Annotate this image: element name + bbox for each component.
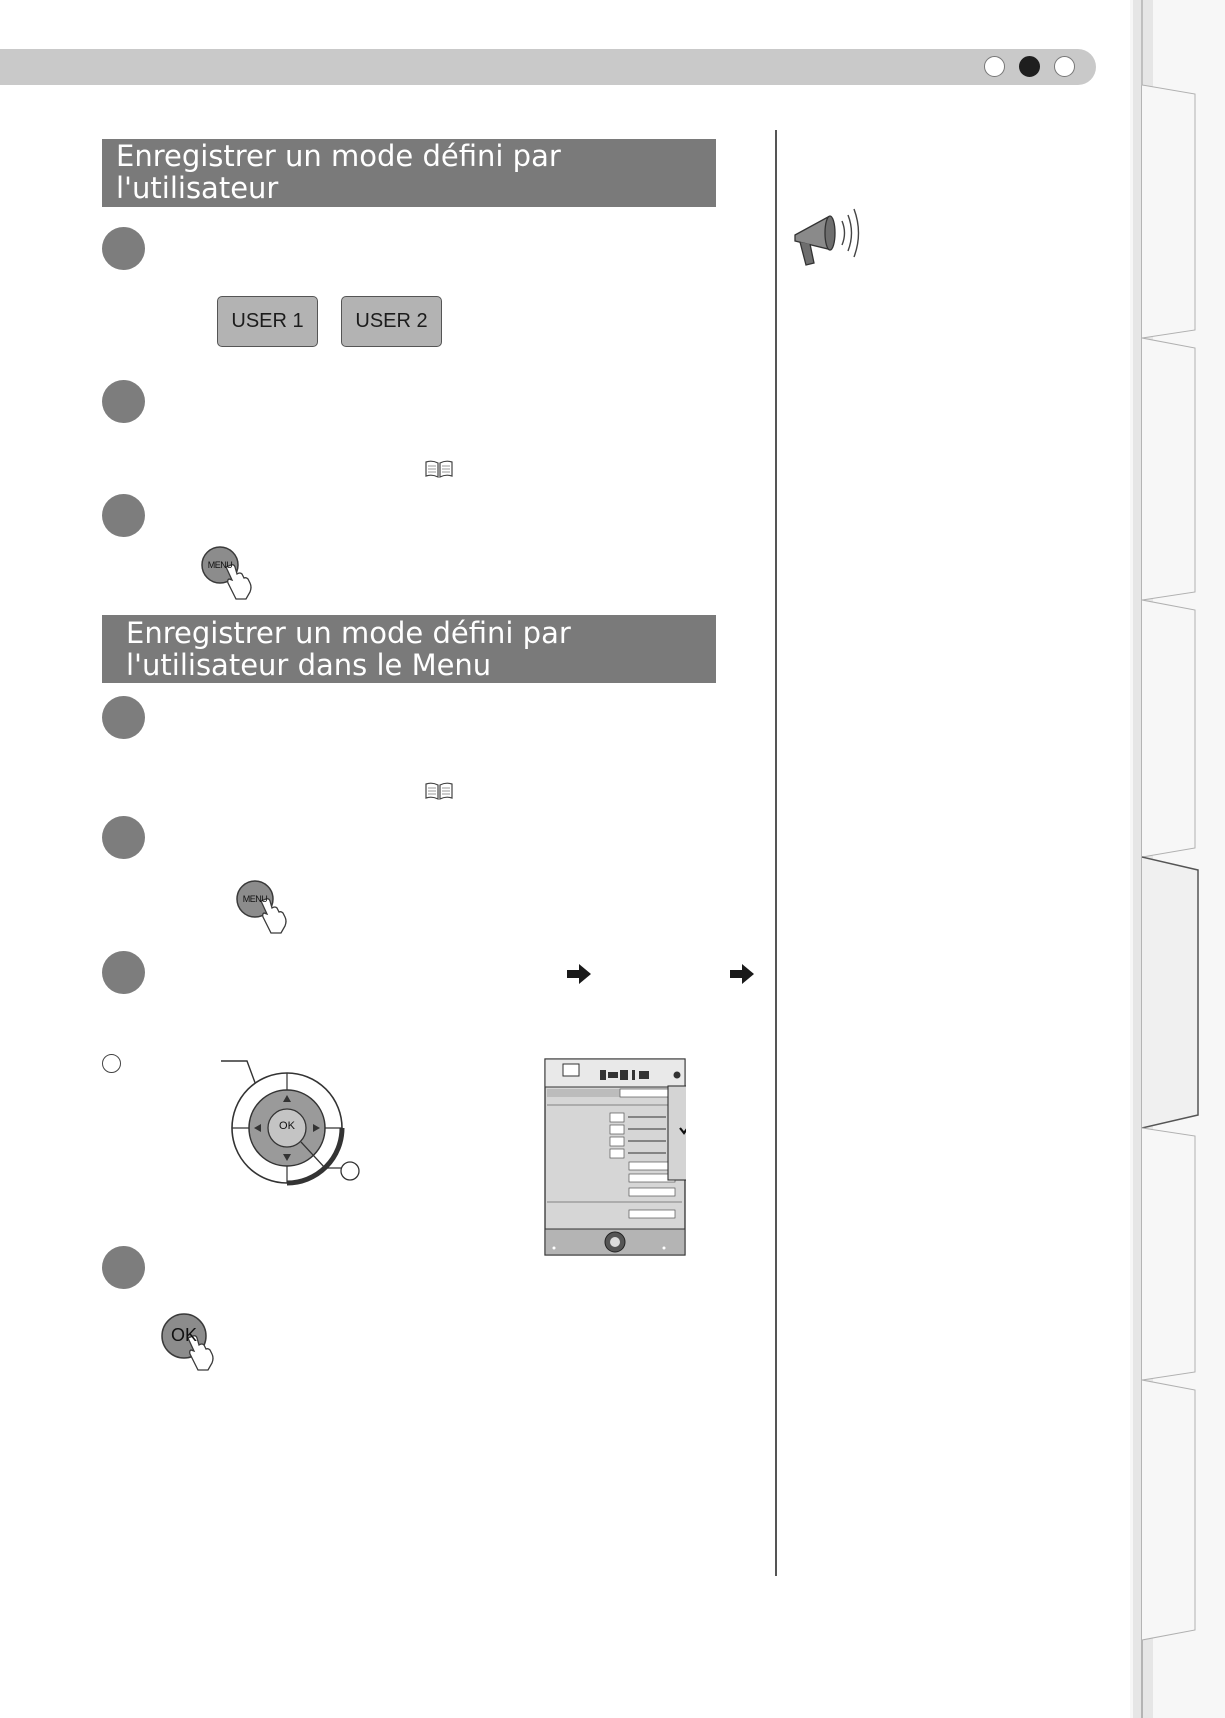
osd-menu-thumbnail	[544, 1058, 686, 1256]
dpad-ok-label: OK	[279, 1120, 295, 1132]
section-title	[102, 615, 716, 683]
ok-button-press[interactable]	[160, 1312, 230, 1372]
menu-button-graphic	[200, 545, 266, 601]
section-title-line: Enregistrer un mode défini par	[126, 616, 571, 650]
book-icon	[424, 781, 454, 801]
progress-dot	[1054, 56, 1075, 77]
menu-button-graphic	[235, 879, 301, 935]
step-marker	[102, 951, 145, 994]
section-title-line: l'utilisateur	[116, 171, 279, 205]
chapter-tab	[1142, 338, 1195, 600]
step-marker	[102, 227, 145, 270]
section-title-line: l'utilisateur dans le Menu	[126, 648, 492, 682]
step-marker	[102, 380, 145, 423]
menu-button-label: MENU	[207, 560, 233, 570]
top-bar	[0, 49, 1096, 85]
menu-button-press[interactable]	[200, 545, 266, 601]
step-marker	[102, 696, 145, 739]
dpad-diagram	[215, 1058, 365, 1188]
column-divider	[775, 130, 777, 1576]
megaphone-icon	[790, 205, 874, 275]
ok-button-label: OK	[170, 1325, 197, 1345]
progress-dot-active	[1019, 56, 1040, 77]
arrow-right-icon	[567, 964, 591, 984]
step-marker	[102, 816, 145, 859]
chapter-tab-active	[1142, 857, 1198, 1128]
chapter-tabs	[1130, 0, 1225, 1718]
chapter-tab	[1142, 600, 1195, 857]
step-marker	[102, 494, 145, 537]
menu-button-label: MENU	[242, 894, 268, 904]
section-title-line: Enregistrer un mode défini par	[116, 139, 561, 173]
user1-button[interactable]: USER 1	[217, 296, 318, 347]
book-icon	[424, 459, 454, 479]
section-title	[102, 139, 716, 207]
menu-button-press[interactable]	[235, 879, 301, 935]
user2-button[interactable]: USER 2	[341, 296, 442, 347]
chapter-tab	[1142, 1380, 1195, 1640]
progress-dot	[984, 56, 1005, 77]
arrow-right-icon	[730, 964, 754, 984]
callout-marker	[102, 1054, 121, 1073]
step-marker	[102, 1246, 145, 1289]
chapter-tab	[1142, 1128, 1195, 1380]
